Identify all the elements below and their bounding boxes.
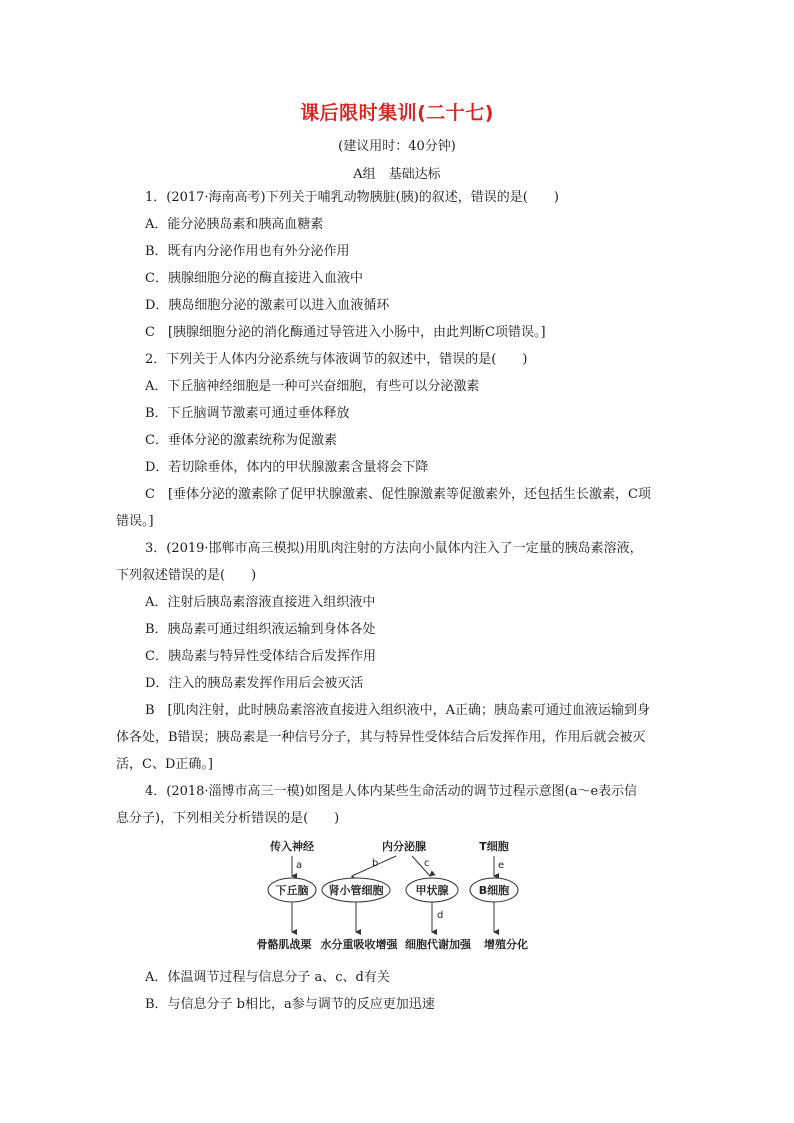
question-body <box>116 184 676 1018</box>
answer-explanation: C [胰腺细胞分泌的消化酶通过导管进入小肠中，由此判断C项错误。] <box>145 325 546 340</box>
answer-option: C．垂体分泌的激素统称为促激素 <box>145 433 337 448</box>
answer-explanation: B [肌肉注射，此时胰岛素溶液直接进入组织液中，A正确；胰岛素可通过血液运输到身 <box>145 703 651 718</box>
text-line: 体各处，B错误；胰岛素是一种信号分子，其与特异性受体结合后发挥作用，作用后就会被灭 <box>116 730 646 745</box>
answer-option: D．若切除垂体，体内的甲状腺激素含量将会下降 <box>145 460 429 475</box>
answer-option: C．胰岛素与特异性受体结合后发挥作用 <box>145 649 376 664</box>
result-water-reabsorption: 水分重吸收增强 <box>320 938 398 951</box>
answer-option: D．注入的胰岛素发挥作用后会被灭活 <box>145 676 364 691</box>
question-stem: 1．(2017·海南高考)下列关于哺乳动物胰脏(胰)的叙述，错误的是( ) <box>145 190 559 205</box>
answer-explanation: C [垂体分泌的激素除了促甲状腺激素、促性腺激素等促激素外，还包括生长激素，C项 <box>145 487 651 502</box>
letter-c: c <box>424 858 430 869</box>
section-heading: A组 基础达标 <box>353 167 441 182</box>
result-shivering: 骨骼肌战栗 <box>256 938 312 951</box>
node-hypothalamus: 下丘脑 <box>275 884 309 897</box>
page-title: 课后限时集训(二十七) <box>300 102 494 124</box>
answer-option: C．胰腺细胞分泌的酶直接进入血液中 <box>145 271 363 286</box>
question-stem: 2．下列关于人体内分泌系统与体液调节的叙述中，错误的是( ) <box>145 352 528 367</box>
answer-option: B．下丘脑调节激素可通过垂体释放 <box>145 406 350 421</box>
top-label-endocrine-gland: 内分泌腺 <box>382 840 426 853</box>
answer-option: A．能分泌胰岛素和胰高血糖素 <box>145 217 324 232</box>
question-stem: 3．(2019·邯郸市高三模拟)用肌肉注射的方法向小鼠体内注入了一定量的胰岛素溶液， <box>145 541 643 556</box>
answer-option: B．既有内分泌作用也有外分泌作用 <box>145 244 350 259</box>
text-line: 错误。] <box>116 514 154 529</box>
letter-b: b <box>372 858 379 869</box>
question-stem: 4．(2018·淄博市高三一模)如图是人体内某些生命活动的调节过程示意图(a～e表示信 <box>145 784 638 799</box>
top-label-t-cell: T细胞 <box>479 840 509 853</box>
top-label-afferent-nerve: 传入神经 <box>270 840 314 853</box>
answer-option: A．下丘脑神经细胞是一种可兴奋细胞，有些可以分泌激素 <box>145 379 480 394</box>
option-lines <box>116 964 676 1018</box>
answer-option: B．胰岛素可通过组织液运输到身体各处 <box>145 622 376 637</box>
node-renal-tubule-cell: 肾小管细胞 <box>328 884 384 897</box>
node-b-cell: B细胞 <box>478 884 510 897</box>
node-thyroid: 甲状腺 <box>415 884 449 897</box>
letter-a: a <box>296 860 303 871</box>
letter-e: e <box>498 860 505 871</box>
text-line: 活，C、D正确。] <box>116 757 213 772</box>
question-lines <box>116 184 676 832</box>
answer-option: A．注射后胰岛素溶液直接进入组织液中 <box>145 595 376 610</box>
text-line: 息分子)，下列相关分析错误的是( ) <box>116 811 340 826</box>
result-metabolism: 细胞代谢加强 <box>405 938 471 951</box>
regulation-diagram <box>116 838 676 956</box>
letter-d: d <box>437 910 444 921</box>
answer-option: A．体温调节过程与信息分子 a、c、d有关 <box>145 970 390 985</box>
answer-option: B．与信息分子 b相比，a参与调节的反应更加迅速 <box>145 997 435 1012</box>
result-proliferation: 增殖分化 <box>484 938 528 951</box>
answer-option: D．胰岛细胞分泌的激素可以进入血液循环 <box>145 298 390 313</box>
text-line: 下列叙述错误的是( ) <box>116 568 257 583</box>
suggested-time: (建议用时：40分钟) <box>338 139 456 154</box>
